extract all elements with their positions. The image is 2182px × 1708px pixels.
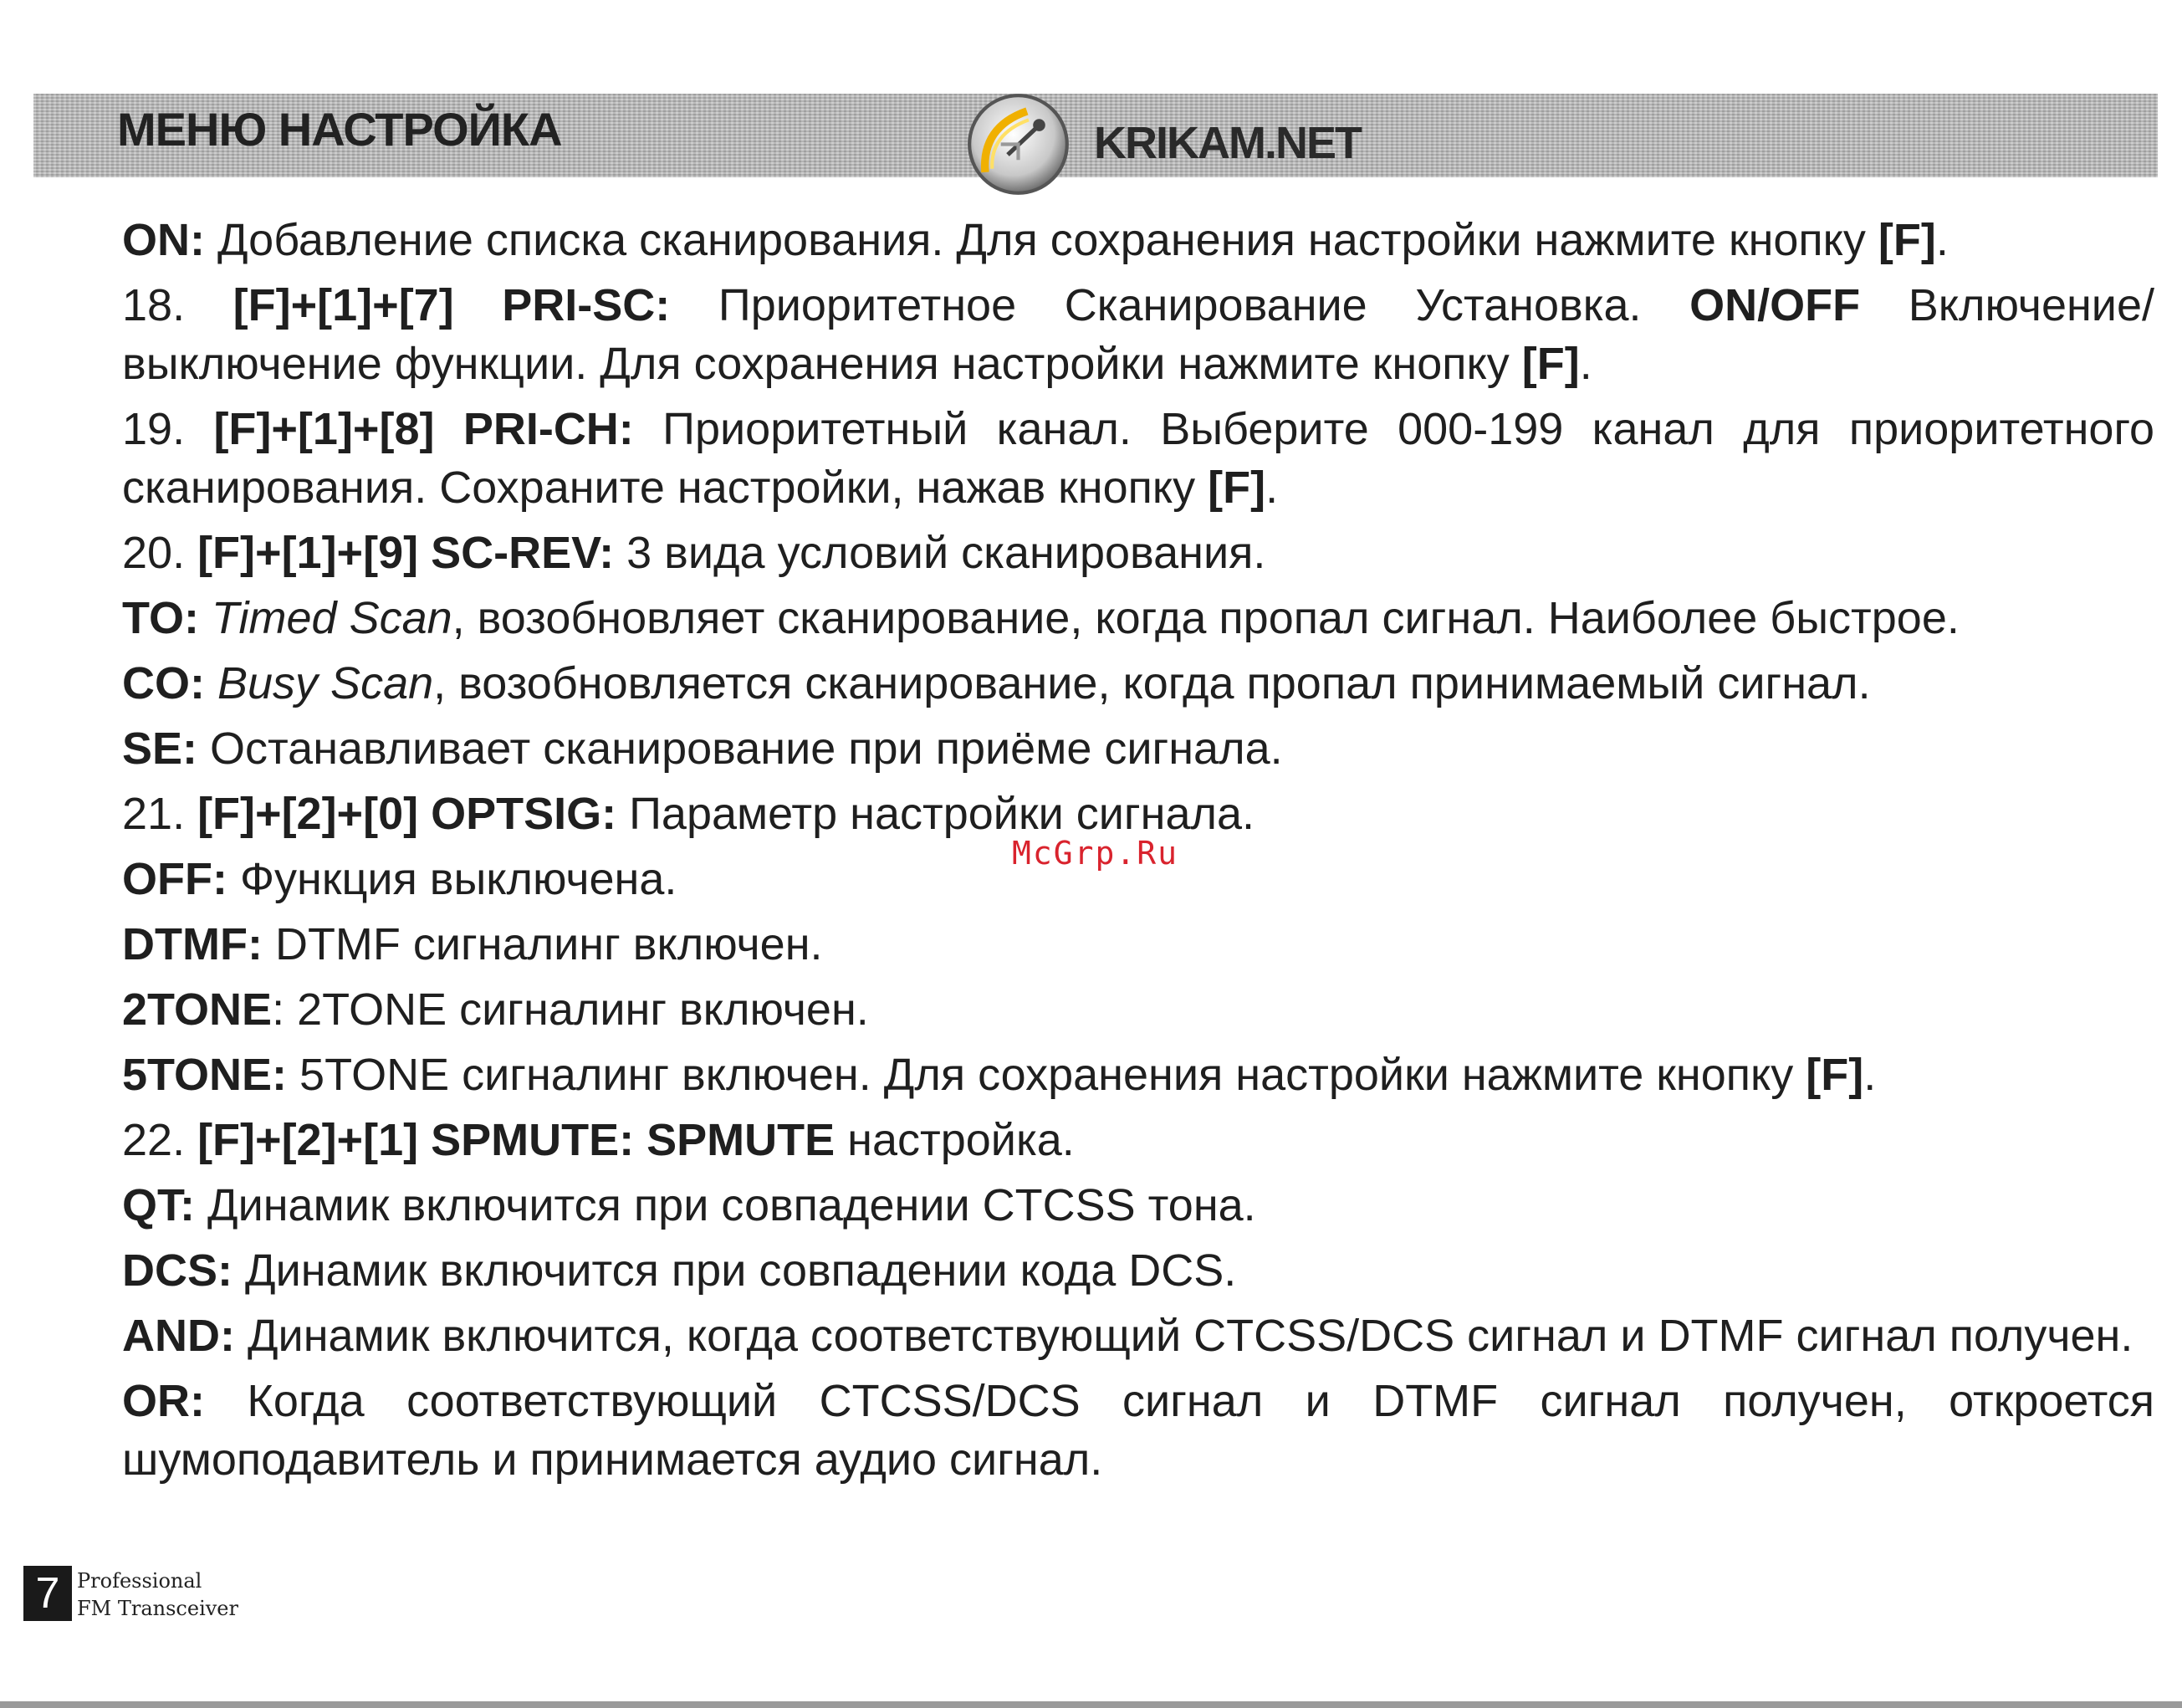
watermark: McGrp.Ru (1012, 835, 1179, 872)
item-or: OR: Когда соответствующий CTCSS/DCS сигнал и DTMF сигнал получен, откроется шумоподавитель и принимается аудио сигнал. (122, 1376, 2154, 1485)
footer-caption (77, 1567, 238, 1623)
section-title: МЕНЮ НАСТРОЙКА (117, 103, 562, 156)
item-to: TO: Timed Scan, возобновляет сканирование, когда пропал сигнал. Наиболее быстрое. (122, 593, 1960, 643)
satellite-dish-icon (966, 92, 1071, 197)
footer-line-2: FM Transceiver (77, 1597, 238, 1620)
item-22-spmute: 22. [F]+[2]+[1] SPMUTE: SPMUTE настройка. (122, 1115, 1075, 1165)
item-19-pri-ch: 19. [F]+[1]+[8] PRI-CH: Приоритетный канал. Выберите 000-199 канал для приоритетного сканирования. Сохраните настройки, нажав кнопку [F]. (122, 404, 2155, 513)
item-on: ON: Добавление списка сканирования. Для сохранения настройки нажмите кнопку [F]. (122, 215, 1949, 265)
item-5tone: 5TONE: 5TONE сигналинг включен. Для сохранения настройки нажмите кнопку [F]. (122, 1050, 1877, 1100)
item-20-sc-rev: 20. [F]+[1]+[9] SC-REV: 3 вида условий сканирования. (122, 528, 1266, 578)
item-and: AND: Динамик включится, когда соответствующий CTCSS/DCS сигнал и DTMF сигнал получен. (122, 1311, 2133, 1361)
item-qt: QT: Динамик включится при совпадении CTCSS тона. (122, 1180, 1256, 1230)
item-dtmf: DTMF: DTMF сигналинг включен. (122, 919, 823, 969)
bottom-divider (0, 1701, 2182, 1708)
item-dcs: DCS: Динамик включится при совпадении кода DCS. (122, 1245, 1237, 1296)
item-off: OFF: Функция выключена. (122, 854, 677, 904)
item-21-optsig: 21. [F]+[2]+[0] OPTSIG: Параметр настройки сигнала. (122, 789, 1255, 839)
page-number: 7 (23, 1566, 72, 1621)
logo-text: KRIKAM.NET (1094, 118, 1361, 168)
item-2tone: 2TONE: 2TONE сигналинг включен. (122, 984, 869, 1035)
section-header-bar (33, 94, 2158, 177)
footer-line-1: Professional (77, 1569, 202, 1593)
item-18-pri-sc: 18. [F]+[1]+[7] PRI-SC: Приоритетное Сканирование Установка. ON/OFF Включение/ выключение функции. Для сохранения настройки нажмите кнопку [F]. (122, 280, 2154, 389)
item-se: SE: Останавливает сканирование при приёме сигнала. (122, 724, 1283, 774)
item-co: CO: Busy Scan, возобновляется сканирование, когда пропал принимаемый сигнал. (122, 658, 1871, 708)
